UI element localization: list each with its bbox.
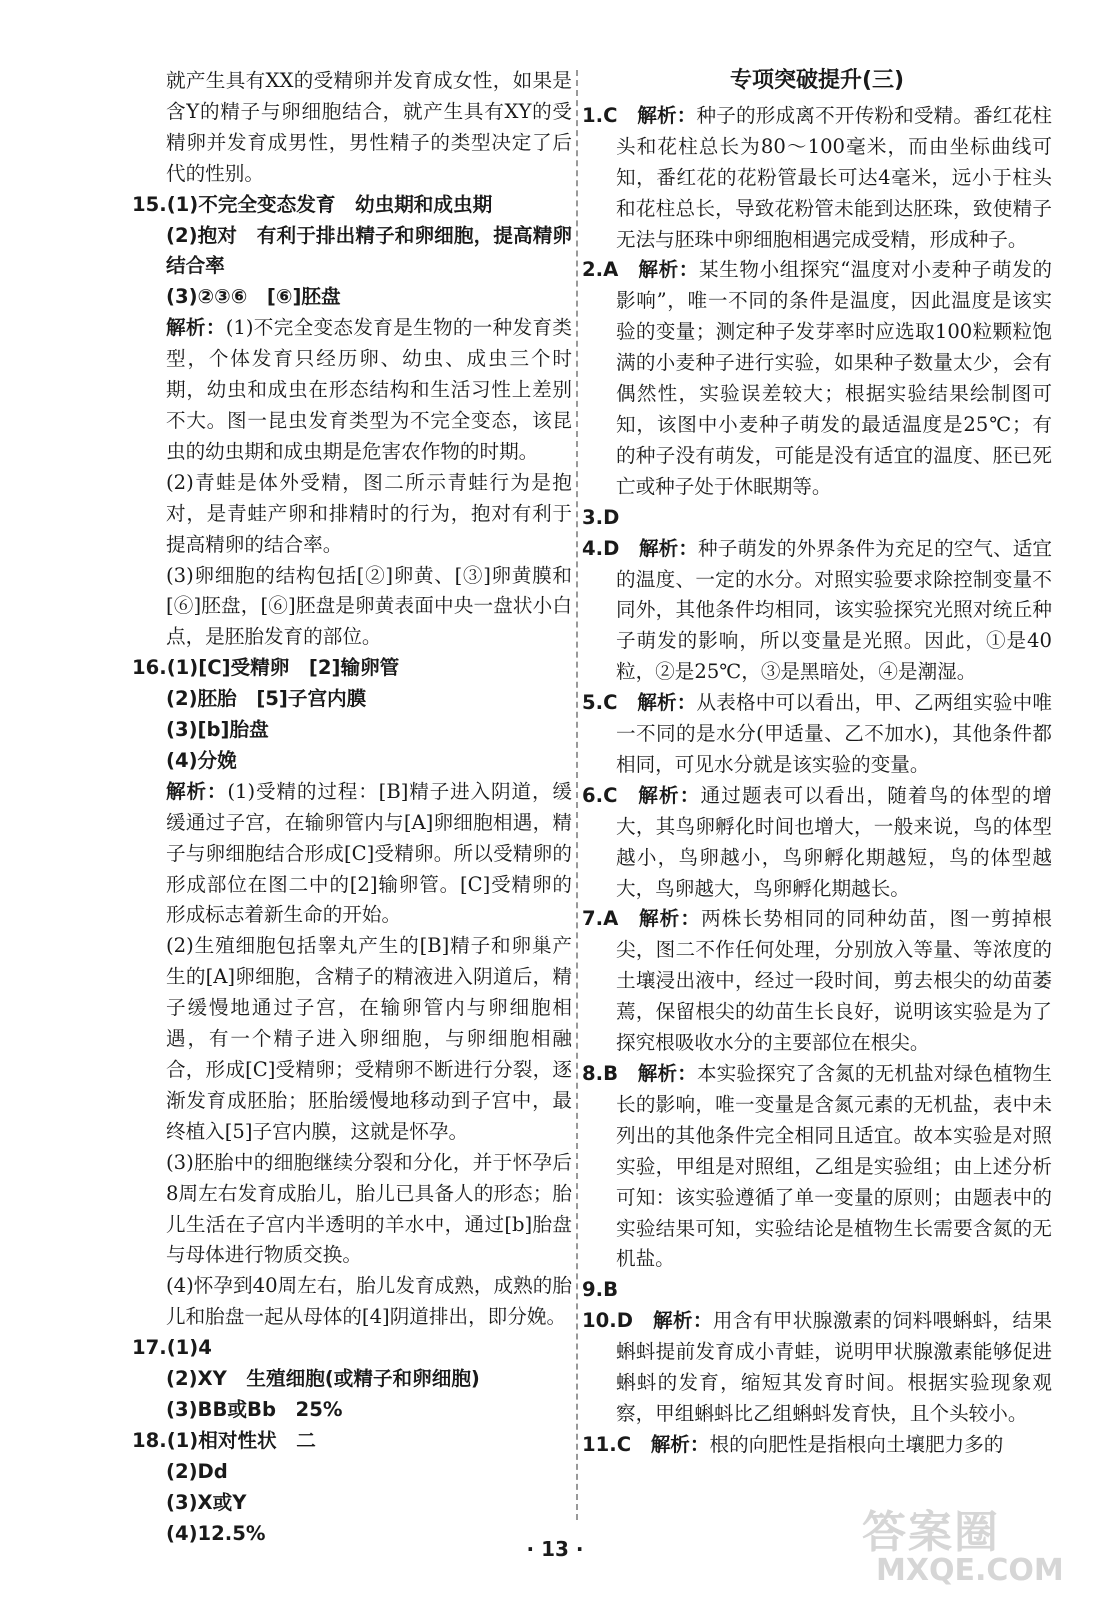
watermark-top: 答案圈	[862, 1507, 1000, 1558]
paragraph-text: (3)胚胎中的细胞继续分裂和分化，并于怀孕后8周左右发育成胎儿，胎儿已具备人的形态；胎儿生活在子宫内半透明的羊水中，通过[b]胎盘与母体进行物质交换。	[166, 1150, 572, 1267]
answer-letter: D	[616, 1309, 633, 1333]
left-paragraph	[132, 1426, 572, 1457]
question-number: 2.	[582, 258, 604, 282]
question-number: 17.	[132, 1336, 167, 1360]
question-number: 1.	[582, 103, 604, 127]
answer-letter: D	[603, 536, 620, 560]
question-number: 5.	[582, 691, 604, 715]
answer-letter: C	[603, 783, 618, 807]
paragraph-text: 本实验探究了含氮的无机盐对绿色植物生长的影响，唯一变量是含氮元素的无机盐，表中未列出的其他条件完全相同且适宜。故本实验是对照实验，甲组是对照组，乙组是实验组；由上述分析可知：该实验遵循了单一变量的原则；由题表中的实验结果可知，实验结论是植物生长需要含氮的无机盐。	[616, 1062, 1053, 1271]
watermark-logo	[862, 1507, 1082, 1590]
left-column	[132, 66, 572, 1550]
left-paragraph	[132, 1333, 572, 1364]
paragraph-text: (1)不完全变态发育 幼虫期和成虫期	[166, 192, 493, 216]
page-number: · 13 ·	[526, 1537, 584, 1561]
left-paragraph	[132, 468, 572, 561]
paragraph-text: (3)[b]胎盘	[166, 718, 269, 742]
column-divider	[576, 70, 578, 1520]
paragraph-text: (2)青蛙是体外受精，图二所示青蛙行为是抱对，是青蛙产卵和排精时的行为，抱对有利于提高精卵的结合率。	[166, 470, 572, 556]
paragraph-text: (1)4	[166, 1336, 212, 1360]
left-paragraph	[132, 1395, 572, 1426]
analysis-label: 解析：	[166, 316, 226, 340]
left-paragraph	[132, 746, 572, 777]
watermark-bottom: MXQE.COM	[876, 1553, 1064, 1588]
paragraph-text: (3)卵细胞的结构包括[②]卵黄、[③]卵黄膜和[⑥]胚盘，[⑥]胚盘是卵黄表面中央一盘状小白点，是胚胎发育的部位。	[166, 563, 572, 649]
left-paragraph	[132, 190, 572, 221]
analysis-label: 解析：	[166, 779, 228, 803]
left-paragraph	[132, 313, 572, 468]
left-paragraph	[132, 931, 572, 1147]
left-paragraph	[132, 221, 572, 283]
analysis-label: 解析：	[637, 783, 701, 807]
right-paragraph	[582, 503, 1052, 534]
answer-letter: C	[603, 103, 618, 127]
paragraph-text: (1)相对性状 二	[166, 1428, 316, 1452]
question-number: 11.	[582, 1432, 617, 1456]
paragraph-text: (3)X或Y	[166, 1490, 247, 1514]
analysis-label: 解析：	[652, 1309, 713, 1333]
left-paragraph	[132, 1364, 572, 1395]
right-paragraph	[582, 101, 1052, 256]
answer-letter: A	[603, 258, 619, 282]
analysis-label: 解析：	[637, 258, 699, 282]
question-number: 18.	[132, 1428, 167, 1452]
question-number: 3.	[582, 505, 604, 529]
left-paragraph	[132, 561, 572, 654]
answer-letter: B	[603, 1278, 619, 1302]
question-number: 4.	[582, 536, 604, 560]
paragraph-text: (2)抱对 有利于排出精子和卵细胞，提高精卵结合率	[166, 223, 572, 278]
question-number: 7.	[582, 907, 604, 931]
right-paragraph	[582, 1306, 1052, 1430]
left-paragraph	[132, 715, 572, 746]
left-paragraph	[132, 684, 572, 715]
question-number: 9.	[582, 1278, 604, 1302]
right-paragraph	[582, 255, 1052, 502]
right-paragraph	[582, 534, 1052, 689]
question-number: 6.	[582, 783, 604, 807]
answer-letter: A	[603, 907, 619, 931]
paragraph-text: 从表格中可以看出，甲、乙两组实验中唯一不同的是水分(甲适量、乙不加水)，其他条件都相同，可见水分就是该实验的变量。	[616, 691, 1053, 776]
right-paragraph	[582, 781, 1052, 905]
paragraph-text: (4)分娩	[166, 748, 237, 772]
paragraph-text: 种子萌发的外界条件为充足的空气、适宜的温度、一定的水分。对照实验要求除控制变量不同外，其他条件均相同，该实验探究光照对统丘种子萌发的影响，所以变量是光照。因此，①是40粒，②是25℃，③是黑暗处，④是潮湿。	[616, 536, 1053, 684]
left-paragraph	[132, 1457, 572, 1488]
analysis-label: 解析：	[638, 536, 699, 560]
paragraph-text: 根的向肥性是指根向土壤肥力多的	[709, 1432, 1004, 1456]
left-paragraph	[132, 282, 572, 313]
paragraph-text: 两株长势相同的同种幼苗，图一剪掉根尖，图二不作任何处理，分别放入等量、等浓度的土壤浸出液中，经过一段时间，剪去根尖的幼苗萎蔫，保留根尖的幼苗生长良好，说明该实验是为了探究根吸收水分的主要部位在根尖。	[616, 907, 1053, 1055]
left-paragraph	[132, 653, 572, 684]
paragraph-text: (2)XY 生殖细胞(或精子和卵细胞)	[166, 1367, 480, 1391]
paragraph-text: 某生物小组探究“温度对小麦种子萌发的影响”，唯一不同的条件是温度，因此温度是该实验的变量；测定种子发芽率时应选取100粒颗粒饱满的小麦种子进行实验，如果种子数量太少，会有偶然性，实验误差较大；根据实验结果绘制图可知，该图中小麦种子萌发的最适温度是25℃；有的种子没有萌发，可能是没有适宜的温度、胚已死亡或种子处于休眠期等。	[616, 258, 1052, 498]
paragraph-text: (2)胚胎 [5]子宫内膜	[166, 687, 367, 711]
paragraph-text: (2)Dd	[166, 1459, 228, 1483]
paragraph-text: (3)②③⑥ [⑥]胚盘	[166, 285, 341, 309]
paragraph-text: (4)12.5%	[166, 1521, 266, 1545]
section-heading: 专项突破提升(三)	[729, 68, 905, 93]
left-paragraph	[132, 777, 572, 932]
paragraph-text: (3)BB或Bb 25%	[166, 1397, 343, 1421]
analysis-label: 解析：	[637, 691, 697, 715]
left-paragraph	[132, 66, 572, 190]
right-paragraph	[582, 1430, 1052, 1461]
paragraph-text: (4)怀孕到40周左右，胎儿发育成熟，成熟的胎儿和胎盘一起从母体的[4]阴道排出，即分娩。	[166, 1274, 572, 1329]
right-paragraph	[582, 904, 1052, 1059]
question-number: 10.	[582, 1309, 617, 1333]
analysis-label: 解析：	[637, 1062, 697, 1085]
answer-letter: D	[603, 505, 620, 529]
left-paragraph	[132, 1488, 572, 1519]
left-paragraph	[132, 1148, 572, 1272]
right-paragraph	[582, 688, 1052, 781]
analysis-label: 解析：	[637, 103, 697, 127]
right-paragraph	[582, 1275, 1052, 1306]
paragraph-text: 通过题表可以看出，随着鸟的体型的增大，其鸟卵孵化时间也增大，一般来说，鸟的体型越小，鸟卵越小，鸟卵孵化期越短，鸟的体型越大，鸟卵越大，鸟卵孵化期越长。	[616, 783, 1053, 900]
analysis-label: 解析：	[637, 907, 702, 931]
right-column	[582, 66, 1052, 1461]
right-paragraph	[582, 1059, 1052, 1275]
paragraph-text: (1)不完全变态发育是生物的一种发育类型，个体发育只经历卵、幼虫、成虫三个时期，幼虫和成虫在形态结构和生活习性上差别不大。图一昆虫发育类型为不完全变态，该昆虫的幼虫期和成虫期是危害农作物的时期。	[166, 316, 573, 463]
answer-letter: C	[603, 691, 618, 715]
paragraph-text: (1)[C]受精卵 [2]输卵管	[166, 656, 400, 680]
paragraph-text: 用含有甲状腺激素的饲料喂蝌蚪，结果蝌蚪提前发育成小青蛙，说明甲状腺激素能够促进蝌蚪的发育，缩短其发育时间。根据实验现象观察，甲组蝌蚪比乙组蝌蚪发育快，且个头较小。	[616, 1309, 1053, 1425]
question-number: 16.	[132, 656, 167, 680]
question-number: 15.	[132, 192, 167, 216]
paragraph-text: (2)生殖细胞包括睾丸产生的[B]精子和卵巢产生的[A]卵细胞，含精子的精液进入阴道后，精子缓慢地通过子宫，在输卵管内与卵细胞相遇，有一个精子进入卵细胞，与卵细胞相融合，形成[C]受精卵；受精卵不断进行分裂，逐渐发育成胚胎；胚胎缓慢地移动到子宫中，最终植入[5]子宫内膜，这就是怀孕。	[166, 934, 572, 1143]
left-paragraph	[132, 1271, 572, 1333]
answer-letter: B	[603, 1062, 619, 1085]
question-number: 8.	[582, 1062, 604, 1085]
paragraph-text: 种子的形成离不开传粉和受精。番红花柱头和花柱总长为80～100毫米，而由坐标曲线可知，番红花的花粉管最长可达4毫米，远小于柱头和花柱总长，导致花粉管未能到达胚珠，致使精子无法与胚珠中卵细胞相遇完成受精，形成种子。	[616, 103, 1053, 251]
answer-letter: C	[616, 1432, 632, 1456]
paragraph-text: 就产生具有XX的受精卵并发育成女性，如果是含Y的精子与卵细胞结合，就产生具有XY的受精卵并发育成男性，男性精子的类型决定了后代的性别。	[166, 69, 572, 185]
analysis-label: 解析：	[650, 1432, 710, 1456]
paragraph-text: (1)受精的过程：[B]精子进入阴道，缓缓通过子宫，在输卵管内与[A]卵细胞相遇，精子与卵细胞结合形成[C]受精卵。所以受精卵的形成部位在图二中的[2]输卵管。[C]受精卵的形成标志着新生命的开始。	[166, 779, 572, 927]
